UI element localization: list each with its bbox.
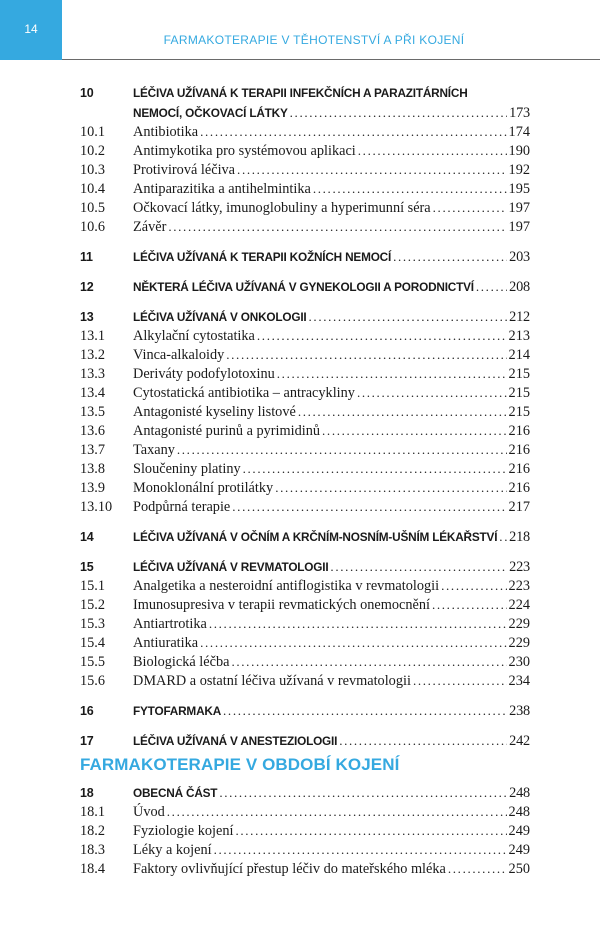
toc-entry-number: 12 bbox=[80, 280, 94, 294]
toc-leader-dots bbox=[476, 279, 507, 295]
toc-entry-number: 13.6 bbox=[80, 423, 106, 439]
toc-entry-number: 13 bbox=[80, 310, 94, 324]
toc-entry-page: 223 bbox=[508, 578, 530, 594]
toc-entry-page: 238 bbox=[509, 703, 530, 719]
toc-section-entry[interactable] bbox=[80, 385, 530, 404]
toc-entry-page: 250 bbox=[508, 861, 530, 877]
toc-entry-title: LÉČIVA UŽÍVANÁ V ONKOLOGII bbox=[133, 310, 307, 324]
toc-entry-number: 15.6 bbox=[80, 673, 106, 689]
toc-chapter-entry[interactable] bbox=[80, 309, 530, 328]
toc-entry-title: LÉČIVA UŽÍVANÁ K TERAPII KOŽNÍCH NEMOCÍ bbox=[133, 250, 392, 264]
toc-entry-page: 208 bbox=[509, 279, 530, 295]
table-of-contents bbox=[80, 86, 530, 752]
toc-entry-title: Antagonisté kyseliny listové bbox=[133, 404, 296, 420]
toc-entry-title: Analgetika a nesteroidní antiflogistika v revmatologii bbox=[133, 578, 440, 594]
toc-entry-title: OBECNÁ ČÁST bbox=[133, 786, 218, 800]
toc-entry-page: 218 bbox=[509, 529, 530, 545]
toc-section-entry[interactable] bbox=[80, 442, 530, 461]
toc-section-entry[interactable] bbox=[80, 461, 530, 480]
toc-entry-title: Fyziologie kojení bbox=[133, 823, 234, 839]
toc-entry-title: Antagonisté purinů a pyrimidinů bbox=[133, 423, 321, 439]
toc-leader-dots bbox=[214, 842, 507, 858]
toc-section-entry[interactable] bbox=[80, 366, 530, 385]
toc-entry-title: LÉČIVA UŽÍVANÁ V REVMATOLOGII bbox=[133, 560, 329, 574]
toc-leader-dots bbox=[209, 616, 507, 632]
toc-section-entry[interactable] bbox=[80, 181, 530, 200]
toc-entry-title: Deriváty podofylotoxinu bbox=[133, 366, 275, 382]
toc-entry-title: Alkylační cytostatika bbox=[133, 328, 255, 344]
toc-leader-dots bbox=[433, 200, 507, 216]
toc-entry-number: 13.9 bbox=[80, 480, 106, 496]
toc-entry-number: 18.4 bbox=[80, 861, 106, 877]
toc-entry-page: 192 bbox=[508, 162, 530, 178]
toc-entry-page: 223 bbox=[509, 559, 530, 575]
toc-entry-page: 248 bbox=[509, 785, 530, 801]
toc-entry-title: Podpůrná terapie bbox=[133, 499, 231, 515]
toc-section-entry[interactable] bbox=[80, 842, 530, 861]
toc-leader-dots bbox=[275, 480, 506, 496]
toc-entry-page: 203 bbox=[509, 249, 530, 265]
toc-entry-number: 13.10 bbox=[80, 499, 113, 515]
toc-section-entry[interactable] bbox=[80, 423, 530, 442]
toc-entry-number: 10.1 bbox=[80, 124, 106, 140]
toc-chapter-entry[interactable] bbox=[80, 105, 530, 124]
toc-leader-dots bbox=[413, 673, 507, 689]
toc-leader-dots bbox=[168, 219, 506, 235]
toc-entry-title: Očkovací látky, imunoglobuliny a hyperimunní séra bbox=[133, 200, 431, 216]
toc-entry-page: 248 bbox=[508, 804, 530, 820]
toc-entry-title: FYTOFARMAKA bbox=[133, 704, 222, 718]
toc-entry-number: 15.3 bbox=[80, 616, 106, 632]
toc-entry-title: Biologická léčba bbox=[133, 654, 230, 670]
toc-chapter-entry[interactable] bbox=[80, 559, 530, 578]
toc-leader-dots bbox=[235, 823, 506, 839]
toc-entry-title: Faktory ovlivňující přestup léčiv do mateřského mléka bbox=[133, 861, 446, 877]
toc-leader-dots bbox=[339, 733, 507, 749]
toc-entry-number: 18.2 bbox=[80, 823, 106, 839]
toc-section-entry[interactable] bbox=[80, 578, 530, 597]
toc-leader-dots bbox=[441, 578, 506, 594]
toc-entry-page: 215 bbox=[508, 385, 530, 401]
toc-leader-dots bbox=[232, 499, 506, 515]
toc-entry-page: 197 bbox=[508, 200, 530, 216]
toc-leader-dots bbox=[257, 328, 507, 344]
toc-entry-title: Závěr bbox=[133, 219, 167, 235]
toc-entry-number: 13.2 bbox=[80, 347, 106, 363]
toc-section-entry[interactable] bbox=[80, 654, 530, 673]
page-number: 14 bbox=[24, 22, 38, 36]
toc-leader-dots bbox=[357, 385, 507, 401]
toc-entry-page: 230 bbox=[508, 654, 530, 670]
toc-leader-dots bbox=[177, 442, 507, 458]
toc-entry-number: 18.3 bbox=[80, 842, 106, 858]
toc-section-entry[interactable] bbox=[80, 635, 530, 654]
toc-section-entry[interactable] bbox=[80, 616, 530, 635]
toc-entry-title: Léky a kojení bbox=[133, 842, 212, 858]
toc-entry-number: 11 bbox=[80, 250, 93, 264]
toc-leader-dots bbox=[243, 461, 507, 477]
toc-section-entry[interactable] bbox=[80, 162, 530, 181]
toc-entry-title: Cytostatická antibiotika – antracykliny bbox=[133, 385, 355, 401]
toc-leader-dots bbox=[298, 404, 507, 420]
toc-entry-page: 215 bbox=[508, 366, 530, 382]
toc-leader-dots bbox=[499, 529, 507, 545]
toc-chapter-entry[interactable] bbox=[80, 279, 530, 298]
toc-entry-title: Antiparazitika a antihelmintika bbox=[133, 181, 311, 197]
toc-section-entry[interactable] bbox=[80, 143, 530, 162]
toc-entry-page: 195 bbox=[508, 181, 530, 197]
toc-entry-title: Antiartrotika bbox=[133, 616, 207, 632]
toc-entry-number: 15 bbox=[80, 560, 94, 574]
toc-leader-dots bbox=[322, 423, 507, 439]
toc-entry-title: Protivirová léčiva bbox=[133, 162, 236, 178]
toc-leader-dots bbox=[448, 861, 507, 877]
toc-entry-page: 214 bbox=[508, 347, 530, 363]
toc-section-entry[interactable] bbox=[80, 347, 530, 366]
toc-chapter-entry[interactable] bbox=[80, 529, 530, 548]
toc-entry-title: LÉČIVA UŽÍVANÁ V OČNÍM A KRČNÍM-NOSNÍM-UŠNÍM LÉKAŘSTVÍ bbox=[133, 530, 498, 544]
toc-entry-number: 16 bbox=[80, 704, 94, 718]
toc-leader-dots bbox=[313, 181, 507, 197]
toc-entry-title: Antiuratika bbox=[133, 635, 199, 651]
toc-entry-page: 229 bbox=[508, 635, 530, 651]
toc-entry-title: Antibiotika bbox=[133, 124, 199, 140]
toc-entry-title: LÉČIVA UŽÍVANÁ V ANESTEZIOLOGII bbox=[133, 734, 338, 748]
toc-entry-page: 174 bbox=[508, 124, 530, 140]
toc-entry-number: 10.3 bbox=[80, 162, 106, 178]
toc-entry-number: 15.4 bbox=[80, 635, 106, 651]
toc-entry-number: 18.1 bbox=[80, 804, 106, 820]
toc-leader-dots bbox=[277, 366, 507, 382]
toc-entry-number: 13.4 bbox=[80, 385, 106, 401]
toc-entry-title: LÉČIVA UŽÍVANÁ K TERAPII INFEKČNÍCH A PARAZITÁRNÍCH bbox=[133, 86, 468, 100]
toc-entry-page: 216 bbox=[508, 423, 530, 439]
toc-entry-number: 15.2 bbox=[80, 597, 106, 613]
toc-entry-title-line bbox=[80, 86, 530, 105]
toc-entry-title: Sloučeniny platiny bbox=[133, 461, 241, 477]
toc-section-entry[interactable] bbox=[80, 673, 530, 692]
toc-leader-dots bbox=[330, 559, 507, 575]
toc-entry-page: 217 bbox=[508, 499, 530, 515]
toc-leader-dots bbox=[237, 162, 507, 178]
toc-leader-dots bbox=[200, 124, 506, 140]
toc-section-entry[interactable] bbox=[80, 861, 530, 880]
toc-leader-dots bbox=[167, 804, 507, 820]
toc-entry-number: 10.5 bbox=[80, 200, 106, 216]
toc-section-entry[interactable] bbox=[80, 480, 530, 499]
toc-entry-number: 10.4 bbox=[80, 181, 106, 197]
toc-leader-dots bbox=[219, 785, 507, 801]
section-heading: FARMAKOTERAPIE V OBDOBÍ KOJENÍ bbox=[80, 755, 400, 774]
toc-section-entry[interactable] bbox=[80, 200, 530, 219]
toc-chapter-entry[interactable] bbox=[80, 703, 530, 722]
toc-leader-dots bbox=[231, 654, 506, 670]
toc-entry-number: 13.1 bbox=[80, 328, 106, 344]
toc-entry-page: 173 bbox=[509, 105, 530, 121]
toc-leader-dots bbox=[200, 635, 506, 651]
toc-entry-page: 212 bbox=[509, 309, 530, 325]
toc-chapter-entry[interactable] bbox=[80, 733, 530, 752]
toc-entry-title: Imunosupresiva v terapii revmatických onemocnění bbox=[133, 597, 430, 613]
toc-chapter-entry[interactable] bbox=[80, 249, 530, 268]
toc-section-entry[interactable] bbox=[80, 499, 530, 518]
toc-entry-page: 249 bbox=[508, 842, 530, 858]
toc-leader-dots bbox=[290, 105, 508, 121]
toc-entry-number: 14 bbox=[80, 530, 94, 544]
toc-entry-page: 249 bbox=[508, 823, 530, 839]
toc-entry-number: 15.5 bbox=[80, 654, 106, 670]
toc-entry-page: 224 bbox=[508, 597, 530, 613]
page-number-tab bbox=[0, 0, 62, 60]
toc-entry-page: 234 bbox=[508, 673, 530, 689]
toc-entry-number: 17 bbox=[80, 734, 94, 748]
toc-chapter-entry[interactable] bbox=[80, 785, 530, 804]
toc-entry-page: 190 bbox=[508, 143, 530, 159]
toc-entry-title: NEMOCÍ, OČKOVACÍ LÁTKY bbox=[133, 106, 288, 120]
toc-entry-number: 15.1 bbox=[80, 578, 106, 594]
running-header: FARMAKOTERAPIE V TĚHOTENSTVÍ A PŘI KOJENÍ bbox=[163, 33, 465, 47]
toc-entry-title: Úvod bbox=[133, 804, 165, 820]
toc-entry-title: Antimykotika pro systémovou aplikaci bbox=[133, 143, 356, 159]
toc-entry-page: 215 bbox=[508, 404, 530, 420]
toc-entry-page: 216 bbox=[508, 442, 530, 458]
toc-entry-number: 10 bbox=[80, 86, 94, 100]
toc-section-entry[interactable] bbox=[80, 328, 530, 347]
toc-entry-page: 216 bbox=[508, 461, 530, 477]
toc-entry-number: 10.6 bbox=[80, 219, 106, 235]
toc-entry-title: DMARD a ostatní léčiva užívaná v revmatologii bbox=[133, 673, 411, 689]
header-rule bbox=[62, 59, 600, 60]
toc-entry-number: 13.7 bbox=[80, 442, 106, 458]
toc-entry-number: 10.2 bbox=[80, 143, 106, 159]
toc-entry-number: 13.8 bbox=[80, 461, 106, 477]
toc-entry-number: 18 bbox=[80, 786, 94, 800]
toc-leader-dots bbox=[393, 249, 507, 265]
toc-entry-title: Vinca-alkaloidy bbox=[133, 347, 225, 363]
toc-leader-dots bbox=[358, 143, 507, 159]
table-of-contents-lactation bbox=[80, 785, 530, 880]
toc-entry-number: 13.3 bbox=[80, 366, 106, 382]
toc-entry-page: 197 bbox=[508, 219, 530, 235]
toc-entry-number: 13.5 bbox=[80, 404, 106, 420]
toc-entry-page: 213 bbox=[508, 328, 530, 344]
toc-leader-dots bbox=[432, 597, 507, 613]
toc-section-entry[interactable] bbox=[80, 804, 530, 823]
toc-entry-page: 229 bbox=[508, 616, 530, 632]
toc-section-entry[interactable] bbox=[80, 597, 530, 616]
toc-section-entry[interactable] bbox=[80, 124, 530, 143]
toc-entry-title: Taxany bbox=[133, 442, 175, 458]
toc-section-entry[interactable] bbox=[80, 219, 530, 238]
toc-section-entry[interactable] bbox=[80, 823, 530, 842]
toc-entry-page: 216 bbox=[508, 480, 530, 496]
toc-leader-dots bbox=[309, 309, 508, 325]
toc-entry-page: 242 bbox=[509, 733, 530, 749]
toc-section-entry[interactable] bbox=[80, 404, 530, 423]
toc-entry-title: Monoklonální protilátky bbox=[133, 480, 274, 496]
toc-leader-dots bbox=[223, 703, 507, 719]
toc-entry-title: NĚKTERÁ LÉČIVA UŽÍVANÁ V GYNEKOLOGII A PORODNICTVÍ bbox=[133, 280, 474, 294]
toc-leader-dots bbox=[226, 347, 506, 363]
